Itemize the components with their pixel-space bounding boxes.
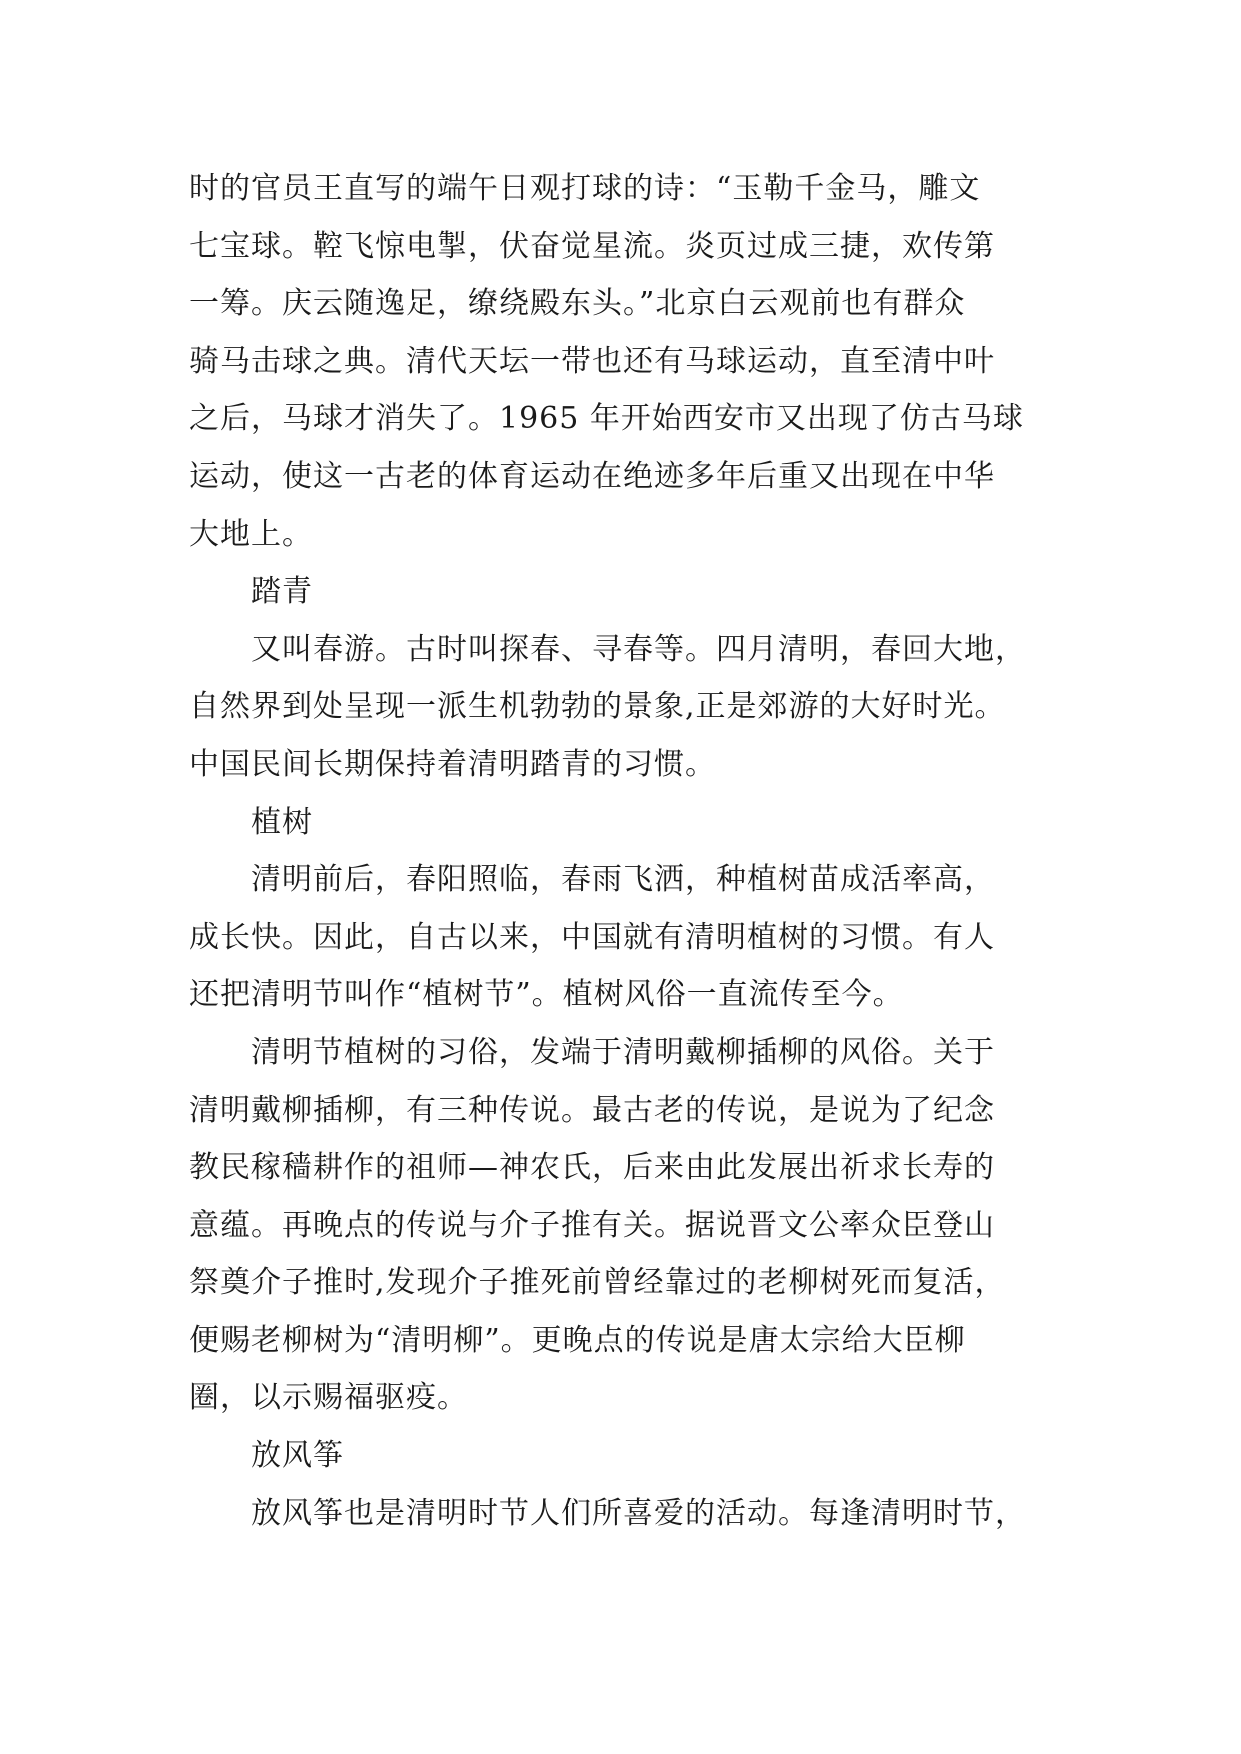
text-line: 还把清明节叫作“植树节”。植树风俗一直流传至今。 bbox=[189, 977, 904, 1013]
text-line: 教民稼穑耕作的祖师—神农氏，后来由此发展出祈求长寿的 bbox=[189, 1150, 995, 1186]
text-line: 大地上。 bbox=[189, 516, 313, 552]
text-line: 便赐老柳树为“清明柳”。更晚点的传说是唐太宗给大臣柳 bbox=[189, 1322, 966, 1358]
text-line: 骑马击球之典。清代天坛一带也还有马球运动，直至清中叶 bbox=[189, 343, 995, 379]
section-heading-zhishu: 植树 bbox=[251, 804, 313, 840]
text-line: 时的官员王直写的端午日观打球的诗：“玉勒千金马，雕文 bbox=[189, 171, 981, 206]
text-line: 清明节植树的习俗，发端于清明戴柳插柳的风俗。关于 bbox=[251, 1034, 995, 1070]
text-line: 祭奠介子推时,发现介子推死前曾经靠过的老柳树死而复活， bbox=[189, 1265, 1006, 1301]
section-heading-fangfengzheng: 放风筝 bbox=[251, 1438, 344, 1474]
section-heading-taqing: 踏青 bbox=[251, 574, 313, 610]
text-line: 自然界到处呈现一派生机勃勃的景象,正是郊游的大好时光。 bbox=[189, 689, 1006, 725]
text-line: 七宝球。鞚飞惊电掣，伏奋觉星流。炎页过成三捷，欢传第 bbox=[189, 228, 995, 264]
text-line: 清明前后，春阳照临，春雨飞洒，种植树苗成活率高， bbox=[251, 862, 995, 898]
text-line: 放风筝也是清明时节人们所喜爱的活动。每逢清明时节， bbox=[251, 1495, 1026, 1531]
text-line: 又叫春游。古时叫探春、寻春等。四月清明，春回大地， bbox=[251, 631, 1026, 667]
text-line: 意蕴。再晚点的传说与介子推有关。据说晋文公率众臣登山 bbox=[189, 1207, 995, 1243]
text-line: 圈，以示赐福驱疫。 bbox=[189, 1380, 468, 1416]
text-line: 一筹。庆云随逸足，缭绕殿东头。”北京白云观前也有群众 bbox=[189, 286, 966, 322]
text-line: 中国民间长期保持着清明踏青的习惯。 bbox=[189, 746, 716, 782]
body-text bbox=[189, 160, 1055, 1542]
text-line: 成长快。因此，自古以来，中国就有清明植树的习惯。有人 bbox=[189, 919, 995, 955]
text-line: 之后，马球才消失了。1965 年开始西安市又出现了仿古马球 bbox=[189, 401, 1024, 437]
text-line: 清明戴柳插柳，有三种传说。最古老的传说，是说为了纪念 bbox=[189, 1092, 995, 1128]
text-line: 运动，使这一古老的体育运动在绝迹多年后重又出现在中华 bbox=[189, 458, 995, 494]
